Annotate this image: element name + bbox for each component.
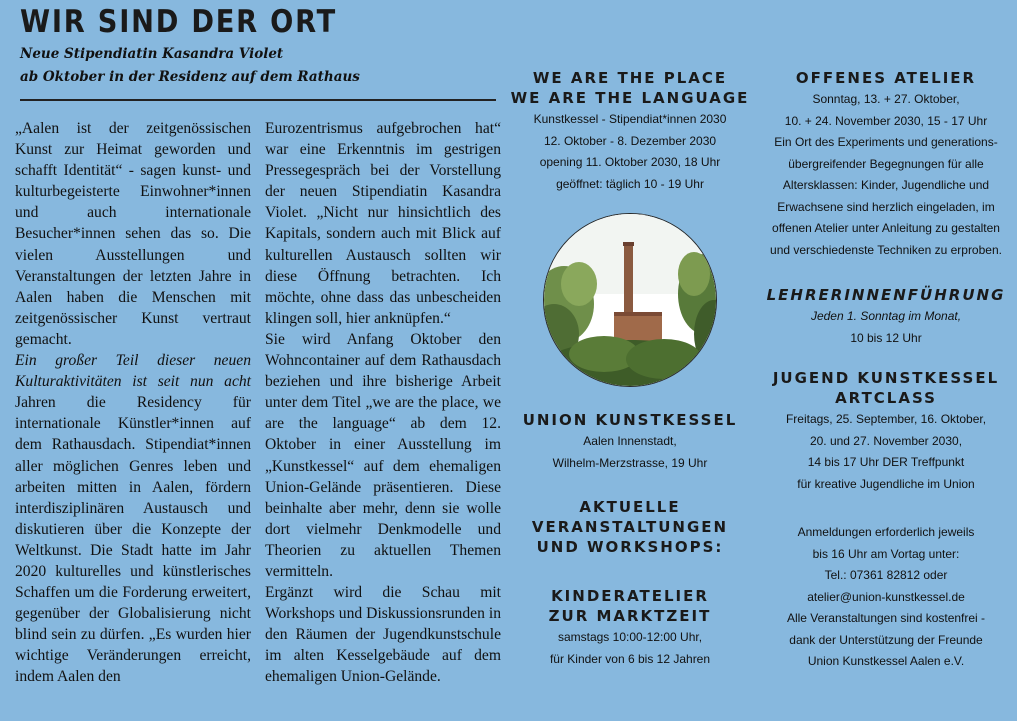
- headline: WIR SIND DER ORT: [20, 4, 338, 40]
- headline-rule: [20, 99, 496, 101]
- page-edge-right: [1017, 0, 1023, 725]
- tour-block: [755, 285, 1017, 349]
- article-paragraph: [15, 350, 251, 688]
- artclass-title-2: ARTCLASS: [835, 389, 937, 407]
- article-italic-lead: Ein großer Teil dieser neuen Kulturaktivitäten ist seit nun acht: [15, 352, 251, 391]
- exhibition-line: Kunstkessel - Stipendiat*innen 2030: [533, 112, 727, 126]
- kinderatelier-age: für Kinder von 6 bis 12 Jahren: [549, 651, 711, 666]
- exhibition-dates: 12. Oktober - 8. Dezember 2030: [543, 133, 717, 148]
- registration-line: bis 16 Uhr am Vortag unter:: [812, 546, 960, 561]
- subheadline-line-2: ab Oktober in der Residenz auf dem Rathaus: [20, 69, 360, 85]
- exhibition-title-1: WE ARE THE PLACE: [532, 69, 728, 87]
- registration-line: Anmeldungen erforderlich jeweils: [797, 525, 975, 539]
- atelier-block: [755, 68, 1017, 261]
- atelier-line: Sonntag, 13. + 27. Oktober,: [812, 92, 960, 106]
- venue-title: UNION KUNSTKESSEL: [522, 411, 738, 429]
- venue-block: [510, 410, 750, 474]
- tour-title: LEHRERINNENFÜHRUNG: [766, 286, 1006, 304]
- events-title-1: AKTUELLE: [579, 498, 681, 516]
- registration-block: [755, 522, 1017, 673]
- atelier-line: 10. + 24. November 2030, 15 - 17 Uhr: [784, 113, 988, 128]
- events-title-3: UND WORKSHOPS:: [536, 538, 724, 556]
- article-column-1: [15, 118, 251, 688]
- registration-line: Alle Veranstaltungen sind kostenfrei -: [786, 611, 986, 625]
- kinderatelier-title-1: KINDERATELIER: [551, 587, 709, 605]
- events-block: [510, 497, 750, 557]
- atelier-line: Erwachsene sind herzlich eingeladen, im: [777, 199, 995, 214]
- atelier-line: Ein Ort des Experiments und generations-: [774, 135, 998, 149]
- exhibition-hours: geöffnet: täglich 10 - 19 Uhr: [556, 176, 704, 191]
- atelier-line: übergreifender Begegnungen für alle: [788, 156, 984, 171]
- page-edge-bottom: [0, 721, 1023, 725]
- kinderatelier-title-2: ZUR MARKTZEIT: [548, 607, 712, 625]
- kinderatelier-time: samstags 10:00-12:00 Uhr,: [557, 630, 703, 644]
- article-paragraph: Sie wird Anfang Oktober den Wohncontainer auf dem Rathausdach beziehen und ihre bisherige Arbeit unter dem Titel „we are the place, we are the language“ ab dem 12. Oktober in einer Ausstellung im „Kunstkessel“ auf dem ehemaligen Union-Gelände präsentieren. Diese beinhalte aber mehr, denn sie wolle dort vielmehr Denkmodelle und Theorien zu aktuellen Themen vermitteln.: [265, 330, 501, 580]
- article-paragraph: Ergänzt wird die Schau mit Workshops und Diskussionsrunden in den Räumen der Jugendkunstschule im alten Kesselgebäude auf dem ehemaligen Union-Gelände.: [265, 584, 501, 686]
- artclass-line: für kreative Jugendliche im Union: [797, 476, 975, 491]
- chimney-photo: [543, 213, 717, 387]
- artclass-block: [755, 368, 1017, 495]
- subheadline-line-1: Neue Stipendiatin Kasandra Violet: [20, 46, 284, 62]
- registration-line: Union Kunstkessel Aalen e.V.: [807, 654, 965, 668]
- tour-line: Jeden 1. Sonntag im Monat,: [810, 309, 962, 323]
- artclass-line: Freitags, 25. September, 16. Oktober,: [785, 412, 987, 426]
- atelier-title: OFFENES ATELIER: [795, 69, 977, 87]
- exhibition-title-2: WE ARE THE LANGUAGE: [510, 89, 750, 107]
- exhibition-block: [510, 68, 750, 195]
- venue-street: Wilhelm-Merzstrasse, 19 Uhr: [552, 455, 708, 470]
- venue-address: Aalen Innenstadt,: [583, 434, 677, 448]
- chimney-photo-image: [544, 214, 717, 387]
- atelier-line: Altersklassen: Kinder, Jugendliche und: [782, 178, 990, 192]
- article-paragraph: „Aalen ist der zeitgenössischen Kunst zur Heimat geworden und schafft Identität“ - sagen kunst- und kulturbegeisterte Einwohner*innen und auch internationale Besucher*innen sehen das so. Die vielen Ausstellungen und Veranstaltungen der letzten Jahre in Aalen haben die Menschen mit zeitgenössischer Kunst vertraut gemacht.: [15, 120, 251, 348]
- artclass-line: 20. und 27. November 2030,: [809, 433, 963, 448]
- tour-line: 10 bis 12 Uhr: [850, 330, 922, 345]
- article-column-2: [265, 118, 501, 688]
- atelier-line: offenen Atelier unter Anleitung zu gestalten: [772, 221, 1000, 235]
- article-text: Jahren die Residency für internationale Künstler*innen auf dem Rathausdach. Stipendiat*innen aller möglichen Genres leben und arbeiten mitten in Aalen, fördern interdisziplinären Austausch und diskutieren über die Konzepte der Weltkunst. Die Stadt hatte im Jahr 2020 kulturelles und künstlerisches Schaffen um die Forderung erweitert, gegenüber der Globalisierung nicht blind sein zu dürfen. „Es wurden hier wichtige Veränderungen erreicht, indem Aalen den: [15, 394, 251, 686]
- atelier-line: und verschiedenste Techniken zu erproben.: [770, 242, 1002, 257]
- kinderatelier-block: [510, 586, 750, 670]
- events-title-2: VERANSTALTUNGEN: [531, 518, 729, 536]
- exhibition-opening: opening 11. Oktober 2030, 18 Uhr: [539, 155, 721, 169]
- registration-line: dank der Unterstützung der Freunde: [789, 632, 983, 647]
- article-paragraph: Eurozentrismus aufgebrochen hat“ war eine Erkenntnis im gestrigen Pressegespräch bei der Vorstellung der neuen Stipendiatin Kasandra Violet. „Nicht nur hinsichtlich des Kapitals, sondern auch mit Blick auf kulturellen Austausch sollten wir diese Öffnung betrachten. Ich möchte, ohne dass das unbescheiden klingen soll, hier anknüpfen.“: [265, 120, 501, 327]
- artclass-title-1: JUGEND KUNSTKESSEL: [772, 369, 1000, 387]
- registration-email[interactable]: atelier@union-kunstkessel.de: [807, 589, 965, 604]
- registration-phone: Tel.: 07361 82812 oder: [824, 568, 948, 582]
- artclass-line: 14 bis 17 Uhr DER Treffpunkt: [807, 455, 965, 469]
